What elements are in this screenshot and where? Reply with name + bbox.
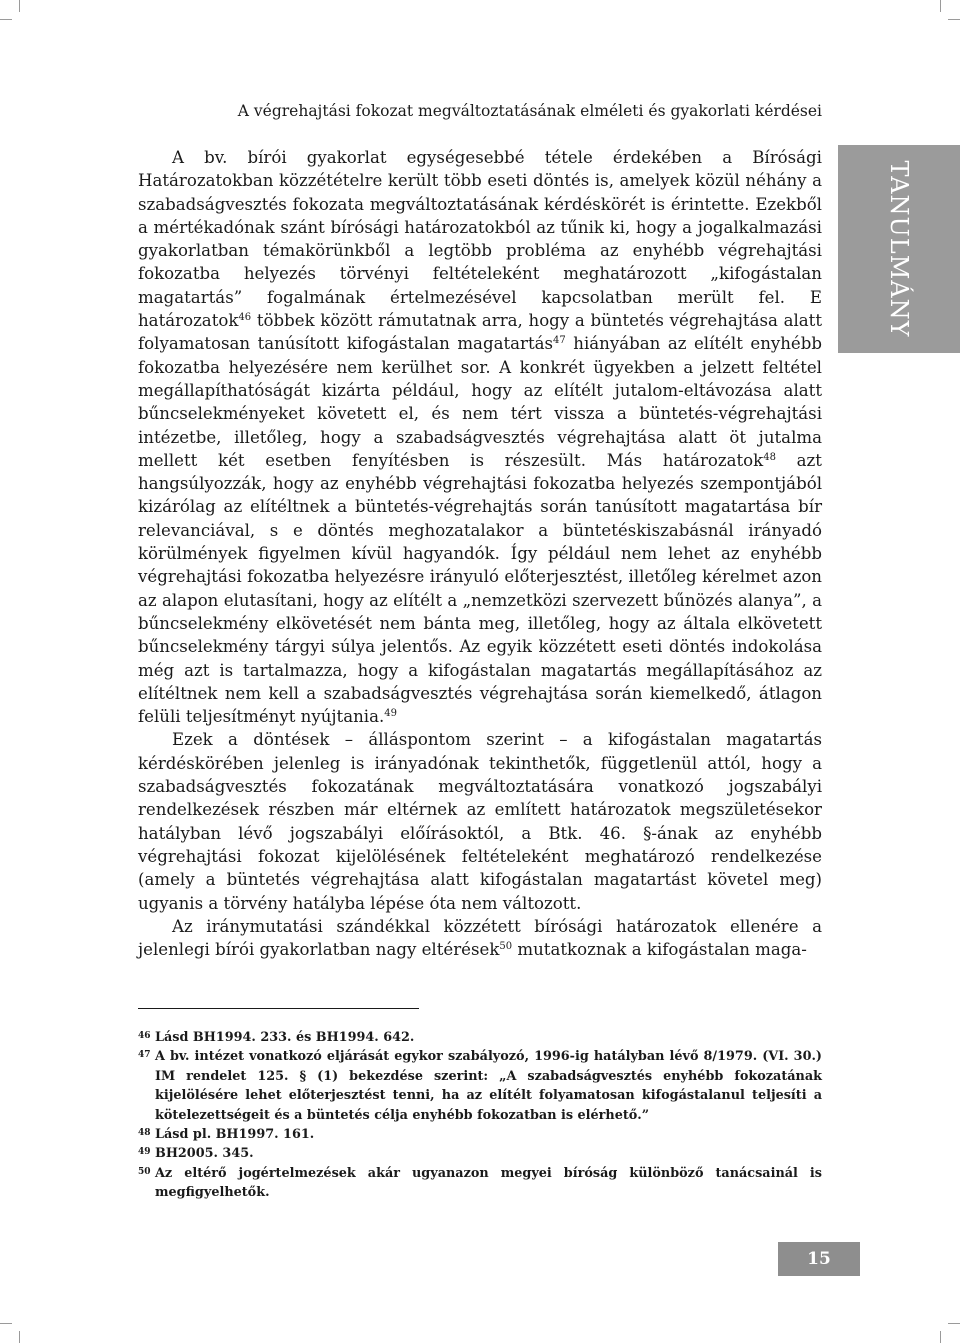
body-text (138, 146, 822, 961)
footnotes (138, 1028, 822, 1203)
paragraph-1 (138, 146, 822, 728)
crop-mark-top-right-v (940, 0, 941, 12)
footnote-text: Lásd BH1994. 233. és BH1994. 642. (155, 1030, 415, 1045)
footnote-49 (138, 1144, 822, 1163)
crop-mark-bottom-left-v (19, 1331, 20, 1343)
footnote-text: Lásd pl. BH1997. 161. (155, 1127, 315, 1143)
paragraph-3 (138, 915, 822, 962)
footnote-ref-48[interactable]: 48 (763, 451, 776, 463)
crop-mark-bottom-left-h (0, 1323, 12, 1324)
paragraph-text: A bv. bírói gyakorlat egységesebbé tétele érdekében a Bírósági Határozatokban közzétételre került több eseti döntés is, amelyek közül néhány a szabadságvesztés fokozata megváltoztatásának kérdéskörét is érintette. Ezekből a mértékadónak szánt bírósági határozatokból az tűnik ki, hogy a jogalkalmazási gyakorlatban témakörünkből a legtöbb probléma az enyhébb végrehajtási fokozatba helyezés törvényi feltételeként meghatározott „kifogástalan magatartás” fogalmának értelmezésével kapcsolatban merült fel. E határozatok (138, 148, 822, 331)
footnote-separator (138, 1008, 419, 1009)
footnote-ref-49[interactable]: 49 (384, 708, 398, 720)
footnote-text: BH2005. 345. (155, 1146, 254, 1162)
section-tab-label: TANULMÁNY (885, 160, 913, 338)
paragraph-text: Az iránymutatási szándékkal közzétett bírósági határozatok ellenére a jelenlegi bírói gyakorlatban nagy eltérések (138, 916, 822, 960)
footnote-ref-46[interactable]: 46 (238, 312, 252, 324)
footnote-ref-50[interactable]: 50 (499, 941, 513, 953)
paragraph-text: azt hangsúlyozzák, hogy az enyhébb végrehajtási fokozatba helyezés szempontjából kizárólag az elítéltnek a büntetés-végrehajtás során tanúsított magatartása bír relevanciával, s e döntés meghozatalakor a büntetéskiszabásnál irányadó körülmények figyelmen kívül hagyandók. Így például nem lehet az enyhébb végrehajtási fokozatba helyezésre irányuló előterjesztést, illetőleg kérelmet azon az alapon elutasítani, hogy az elítélt a „nemzetközi szervezett bűnözés alanya”, a bűncselekmény elkövetését nem bánta meg, illetőleg, hogy az általa elkövetett bűncselekmény tárgyi súlya jelentős. Az egyik közzétett eseti döntés indokolása még azt is tartalmazza, hogy a kifogástalan magatartás megállapításához az elítéltnek nem kell a szabadságvesztés végrehajtása során kiemelkedő, átlagon felüli teljesítményt nyújtania. (138, 450, 822, 727)
page-number-box (778, 1242, 860, 1276)
running-header: A végrehajtási fokozat megváltoztatásának elméleti és gyakorlati kérdései (237, 102, 822, 120)
paragraph-text: többek között rámutatnak arra, hogy a büntetés végrehajtása alatt folyamatosan tanúsított kifogástalan magatartás (138, 311, 822, 354)
footnote-number: 49 (138, 1147, 151, 1158)
paragraph-text: hiányában az elítélt enyhébb fokozatba helyezésére nem kerülhet sor. A konkrét ügyekben a jelzett feltétel megállapíthatóságát kizárta például, hogy az elítélt jutalom-eltávozása alatt bűncselekményeket követett el, és nem tért vissza a büntetés-végrehajtási intézetbe, illetőleg, hogy a szabadságvesztés végrehajtása alatt öt jutalma mellett két esetben fenyítésben is részesült. Más határozatok (138, 334, 823, 470)
footnote-46 (138, 1028, 822, 1047)
crop-mark-bottom-right-h (948, 1323, 960, 1324)
paragraph-2 (138, 728, 822, 914)
crop-mark-top-right-h (948, 19, 960, 20)
footnote-number: 48 (138, 1128, 151, 1139)
crop-mark-top-left-v (19, 0, 20, 12)
footnote-ref-47[interactable]: 47 (553, 335, 566, 347)
paragraph-text: mutatkoznak a kifogástalan maga- (512, 940, 807, 960)
footnote-text: A bv. intézet vonatkozó eljárását egykor szabályozó, 1996-ig hatályban lévő 8/1979. (VI. 30.) IM rendelet 125. § (1) bekezdése szerint: „A szabadságvesztés enyhébb fokozatának kijelölésére lehet előterjesztést tenni, ha az elítélt folyamatosan kifogástalanul teljesíti a kötelezettségeit és a büntetés célja enyhébb fokozatban is elérhető.” (155, 1049, 822, 1123)
footnote-48 (138, 1125, 822, 1144)
footnote-text: Az eltérő jogértelmezések akár ugyanazon megyei bíróság különböző tanácsainál is megfigyelhetők. (155, 1165, 822, 1201)
footnote-50 (138, 1164, 822, 1203)
footnote-number: 50 (138, 1166, 151, 1177)
footnote-number: 46 (138, 1031, 151, 1041)
crop-mark-top-left-h (0, 19, 12, 20)
footnote-47 (138, 1047, 822, 1125)
section-tab (838, 145, 960, 353)
paragraph-text: Ezek a döntések – álláspontom szerint – a kifogástalan magatartás kérdéskörében jelenleg is irányadónak tekinthetők, függetlenül attól, hogy a szabadságvesztés fokozatának megváltoztatására vonatkozó jogszabályi rendelkezések részben már eltérnek az említett határozatok megszületésekor hatályban lévő jogszabályi előírásoktól, a Btk. 46. §-ának az enyhébb végrehajtási fokozat kijelölésének feltételeként meghatározó rendelkezése (amely a büntetés végrehajtása alatt kifogástalan magatartást követel meg) ugyanis a törvény hatályba lépése óta nem változott. (138, 730, 822, 913)
footnote-number: 47 (138, 1050, 151, 1061)
page-number: 15 (807, 1249, 831, 1269)
crop-mark-bottom-right-v (940, 1331, 941, 1343)
